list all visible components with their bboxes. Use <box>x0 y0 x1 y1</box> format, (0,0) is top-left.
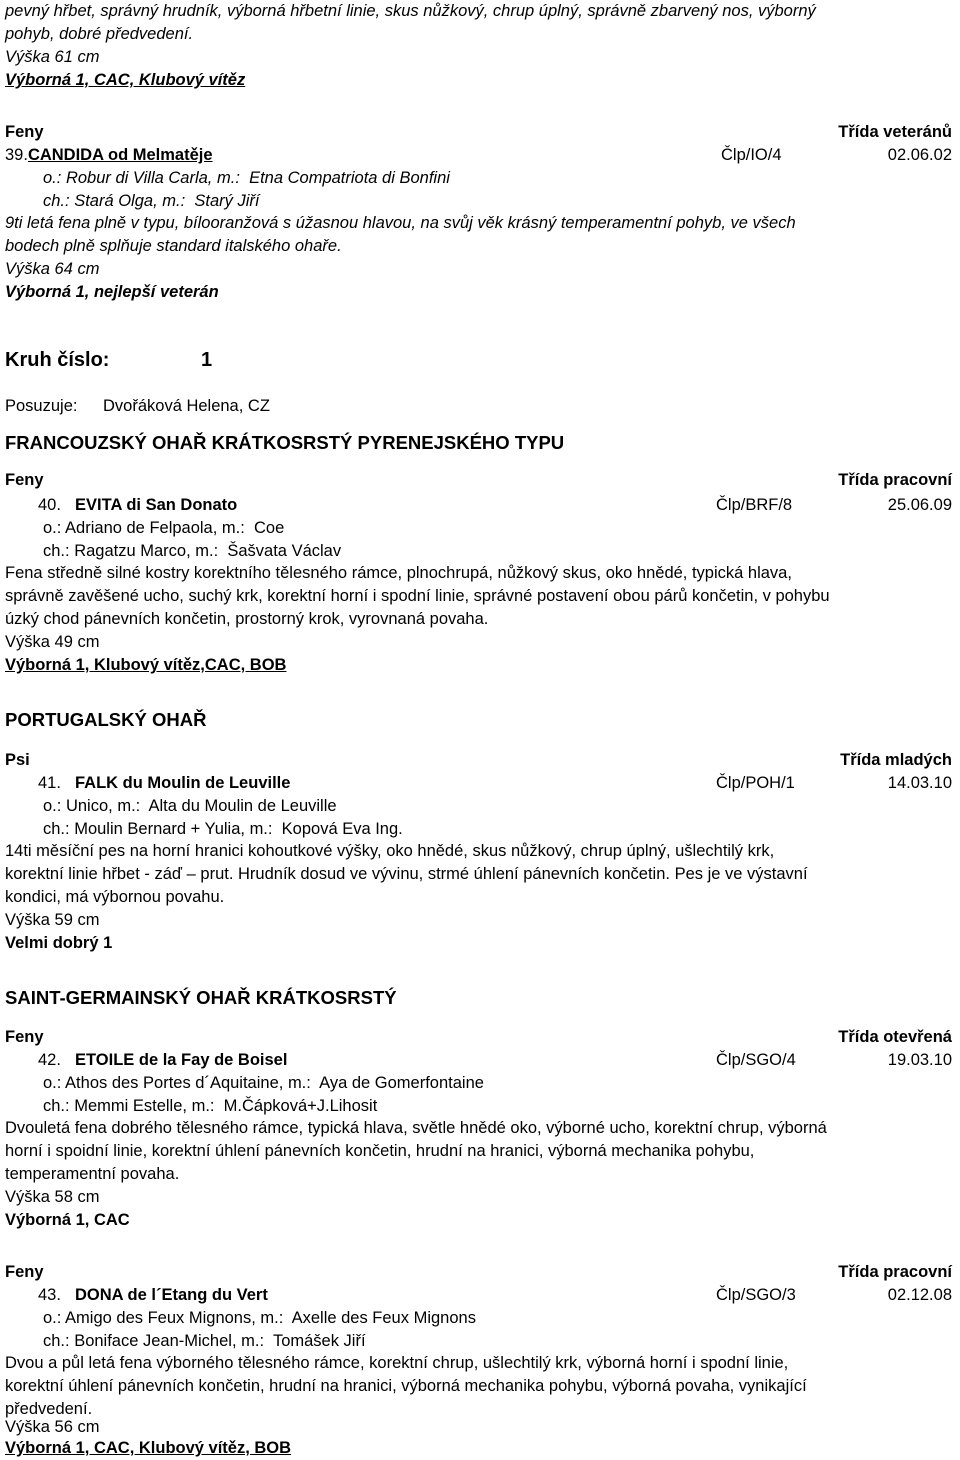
description-line: pevný hřbet, správný hrudník, výborná hřbetní linie, skus nůžkový, chrup úplný, správně zbarvený nos, výborný <box>5 2 816 20</box>
parents-line: o.: Athos des Portes d´Aquitaine, m.: Aya de Gomerfontaine <box>43 1074 484 1092</box>
birth-date: 14.03.10 <box>887 774 952 792</box>
breeder: Memmi Estelle, <box>74 1097 187 1115</box>
birth-date: 19.03.10 <box>887 1051 952 1069</box>
breed-heading: SAINT-GERMAINSKÝ OHAŘ KRÁTKOSRSTÝ <box>5 987 397 1008</box>
entry-number: 43. <box>38 1286 61 1304</box>
class-label: Třída pracovní <box>838 1263 952 1281</box>
father: Adriano de Felpaola, <box>65 519 218 537</box>
registration-number: Člp/BRF/8 <box>716 496 793 514</box>
height: Výška 58 cm <box>5 1188 100 1206</box>
father: Athos des Portes d´Aquitaine, <box>65 1074 284 1092</box>
breeder-owner-line: ch.: Moulin Bernard + Yulia, m.: Kopová Eva Ing. <box>43 820 403 838</box>
registration-number: Člp/SGO/3 <box>716 1286 796 1304</box>
parents-line: o.: Amigo des Feux Mignons, m.: Axelle des Feux Mignons <box>43 1309 476 1327</box>
birth-date: 02.12.08 <box>887 1286 952 1304</box>
class-label: Třída veteránů <box>838 123 952 141</box>
judge-name: Dvořáková Helena, CZ <box>103 397 270 415</box>
description-line: temperamentní povaha. <box>5 1165 180 1183</box>
dog-name: DONA de l´Etang du Vert <box>75 1286 268 1304</box>
rating: Výborná 1, CAC <box>5 1211 130 1229</box>
sex-class-row <box>5 1261 956 1284</box>
class-label: Třída mladých <box>840 751 952 769</box>
breed-heading: FRANCOUZSKÝ OHAŘ KRÁTKOSRSTÝ PYRENEJSKÉHO TYPU <box>5 432 565 453</box>
registration-number: Člp/IO/4 <box>721 146 782 164</box>
dog-name: ETOILE de la Fay de Boisel <box>75 1051 288 1069</box>
sex-class-row <box>5 121 956 144</box>
rating: Výborná 1, CAC, Klubový vítěz, BOB <box>5 1439 292 1457</box>
sex-class-row <box>5 1026 956 1049</box>
breeder-owner-line: ch.: Boniface Jean-Michel, m.: Tomášek Jiří <box>43 1332 366 1350</box>
sex-label: Feny <box>5 1263 44 1281</box>
sex-label: Psi <box>5 751 30 769</box>
parents-line: o.: Adriano de Felpaola, m.: Coe <box>43 519 285 537</box>
description-line: Dvou a půl letá fena výborného tělesného rámce, korektní chrup, ušlechtilý krk, výborná horní i spodní linie, <box>5 1354 789 1372</box>
sex-label: Feny <box>5 123 44 141</box>
birth-date: 25.06.09 <box>887 496 952 514</box>
rating: Výborná 1, Klubový vítěz,CAC, BOB <box>5 656 287 674</box>
breeder: Moulin Bernard + Yulia, <box>74 820 245 838</box>
description-line: pohyb, dobré předvedení. <box>5 25 194 43</box>
father: Robur di Villa Carla, <box>65 169 213 187</box>
dog-name: EVITA di San Donato <box>75 496 238 514</box>
entry-number: 42. <box>38 1051 61 1069</box>
owner: Kopová Eva Ing. <box>281 820 403 838</box>
breeder: Ragatzu Marco, <box>74 542 191 560</box>
mother: Alta du Moulin de Leuville <box>148 797 337 815</box>
birth-date: 02.06.02 <box>887 146 952 164</box>
entry-number: 39. <box>5 146 28 164</box>
height: Výška 61 cm <box>5 48 100 66</box>
height: Výška 59 cm <box>5 911 100 929</box>
parents-line: o.: Robur di Villa Carla, m.: Etna Compatriota di Bonfini <box>43 169 450 187</box>
description-line: úzký chod pánevních končetin, prostorný krok, vyrovnaná povaha. <box>5 610 489 628</box>
sex-class-row <box>5 749 956 772</box>
owner: Šašvata Václav <box>227 542 342 560</box>
mother: Aya de Gomerfontaine <box>319 1074 484 1092</box>
ring-number: 1 <box>201 349 213 371</box>
description-line: kondici, má výbornou povahu. <box>5 888 225 906</box>
dog-name: FALK du Moulin de Leuville <box>75 774 291 792</box>
entry-number: 40. <box>38 496 61 514</box>
sex-label: Feny <box>5 1028 44 1046</box>
rating: Výborná 1, nejlepší veterán <box>5 283 219 301</box>
description-line: bodech plně splňuje standard italského ohaře. <box>5 237 342 255</box>
breeder-owner-line: ch.: Memmi Estelle, m.: M.Čápková+J.Lihosit <box>43 1097 378 1115</box>
ring-number-row <box>5 349 956 372</box>
description-line: horní i spoidní linie, korektní úhlení pánevních končetin, hrudní na hranici, výborná mechanika pohybu, <box>5 1142 755 1160</box>
breeder-owner-line: ch.: Ragatzu Marco, m.: Šašvata Václav <box>43 542 342 560</box>
mother: Etna Compatriota di Bonfini <box>249 169 450 187</box>
entry-header <box>5 144 956 167</box>
owner: M.Čápková+J.Lihosit <box>223 1097 378 1115</box>
dog-name: CANDIDA od Melmatěje <box>27 146 213 164</box>
judge-row <box>5 395 956 418</box>
description-line: správně zavěšené ucho, suchý krk, korektní horní i spodní linie, správné postavení obou párů končetin, v pohybu <box>5 587 830 605</box>
father: Amigo des Feux Mignons, <box>65 1309 256 1327</box>
breeder: Boniface Jean-Michel, <box>74 1332 237 1350</box>
breeder: Stará Olga, <box>74 192 158 210</box>
registration-number: Člp/POH/1 <box>716 774 795 792</box>
height: Výška 64 cm <box>5 260 100 278</box>
parents-line: o.: Unico, m.: Alta du Moulin de Leuville <box>43 797 337 815</box>
registration-number: Člp/SGO/4 <box>716 1051 796 1069</box>
description-line: 9ti letá fena plně v typu, bílooranžová s úžasnou hlavou, na svůj věk krásný temperamentní pohyb, ve všech <box>5 214 796 232</box>
class-label: Třída otevřená <box>838 1028 952 1046</box>
ring-label: Kruh číslo: <box>5 349 110 371</box>
class-label: Třída pracovní <box>838 471 952 489</box>
sex-label: Feny <box>5 471 44 489</box>
description-line: korektní linie hřbet - záď – prut. Hrudník dosud ve vývinu, strmé úhlení pánevních končetin. Pes je ve výstavní <box>5 865 808 883</box>
father: Unico, <box>65 797 113 815</box>
judge-label: Posuzuje: <box>5 397 78 415</box>
sex-class-row <box>5 469 956 492</box>
height: Výška 49 cm <box>5 633 100 651</box>
breeder-owner-line: ch.: Stará Olga, m.: Starý Jiří <box>43 192 260 210</box>
rating: Velmi dobrý 1 <box>5 934 113 952</box>
height: Výška 56 cm <box>5 1418 100 1436</box>
description-line: Fena středně silné kostry korektního tělesného rámce, plnochrupá, nůžkový skus, oko hnědé, typická hlava, <box>5 564 792 582</box>
owner: Starý Jiří <box>194 192 260 210</box>
entry-number: 41. <box>38 774 61 792</box>
owner: Tomášek Jiří <box>272 1332 366 1350</box>
description-line: předvedení. <box>5 1400 93 1418</box>
description-line: 14ti měsíční pes na horní hranici kohoutkové výšky, oko hnědé, skus nůžkový, chrup úplný, ušlechtilý krk, <box>5 842 775 860</box>
description-line: Dvouletá fena dobrého tělesného rámce, typická hlava, světle hnědé oko, výborné ucho, korektní chrup, výborná <box>5 1119 827 1137</box>
description-line: korektní úhlení pánevních končetin, hrudní na hranici, výborná mechanika pohybu, výborná povaha, vynikající <box>5 1377 807 1395</box>
mother: Axelle des Feux Mignons <box>291 1309 476 1327</box>
breed-heading: PORTUGALSKÝ OHAŘ <box>5 709 207 730</box>
mother: Coe <box>254 519 285 537</box>
rating: Výborná 1, CAC, Klubový vítěz <box>5 71 246 89</box>
